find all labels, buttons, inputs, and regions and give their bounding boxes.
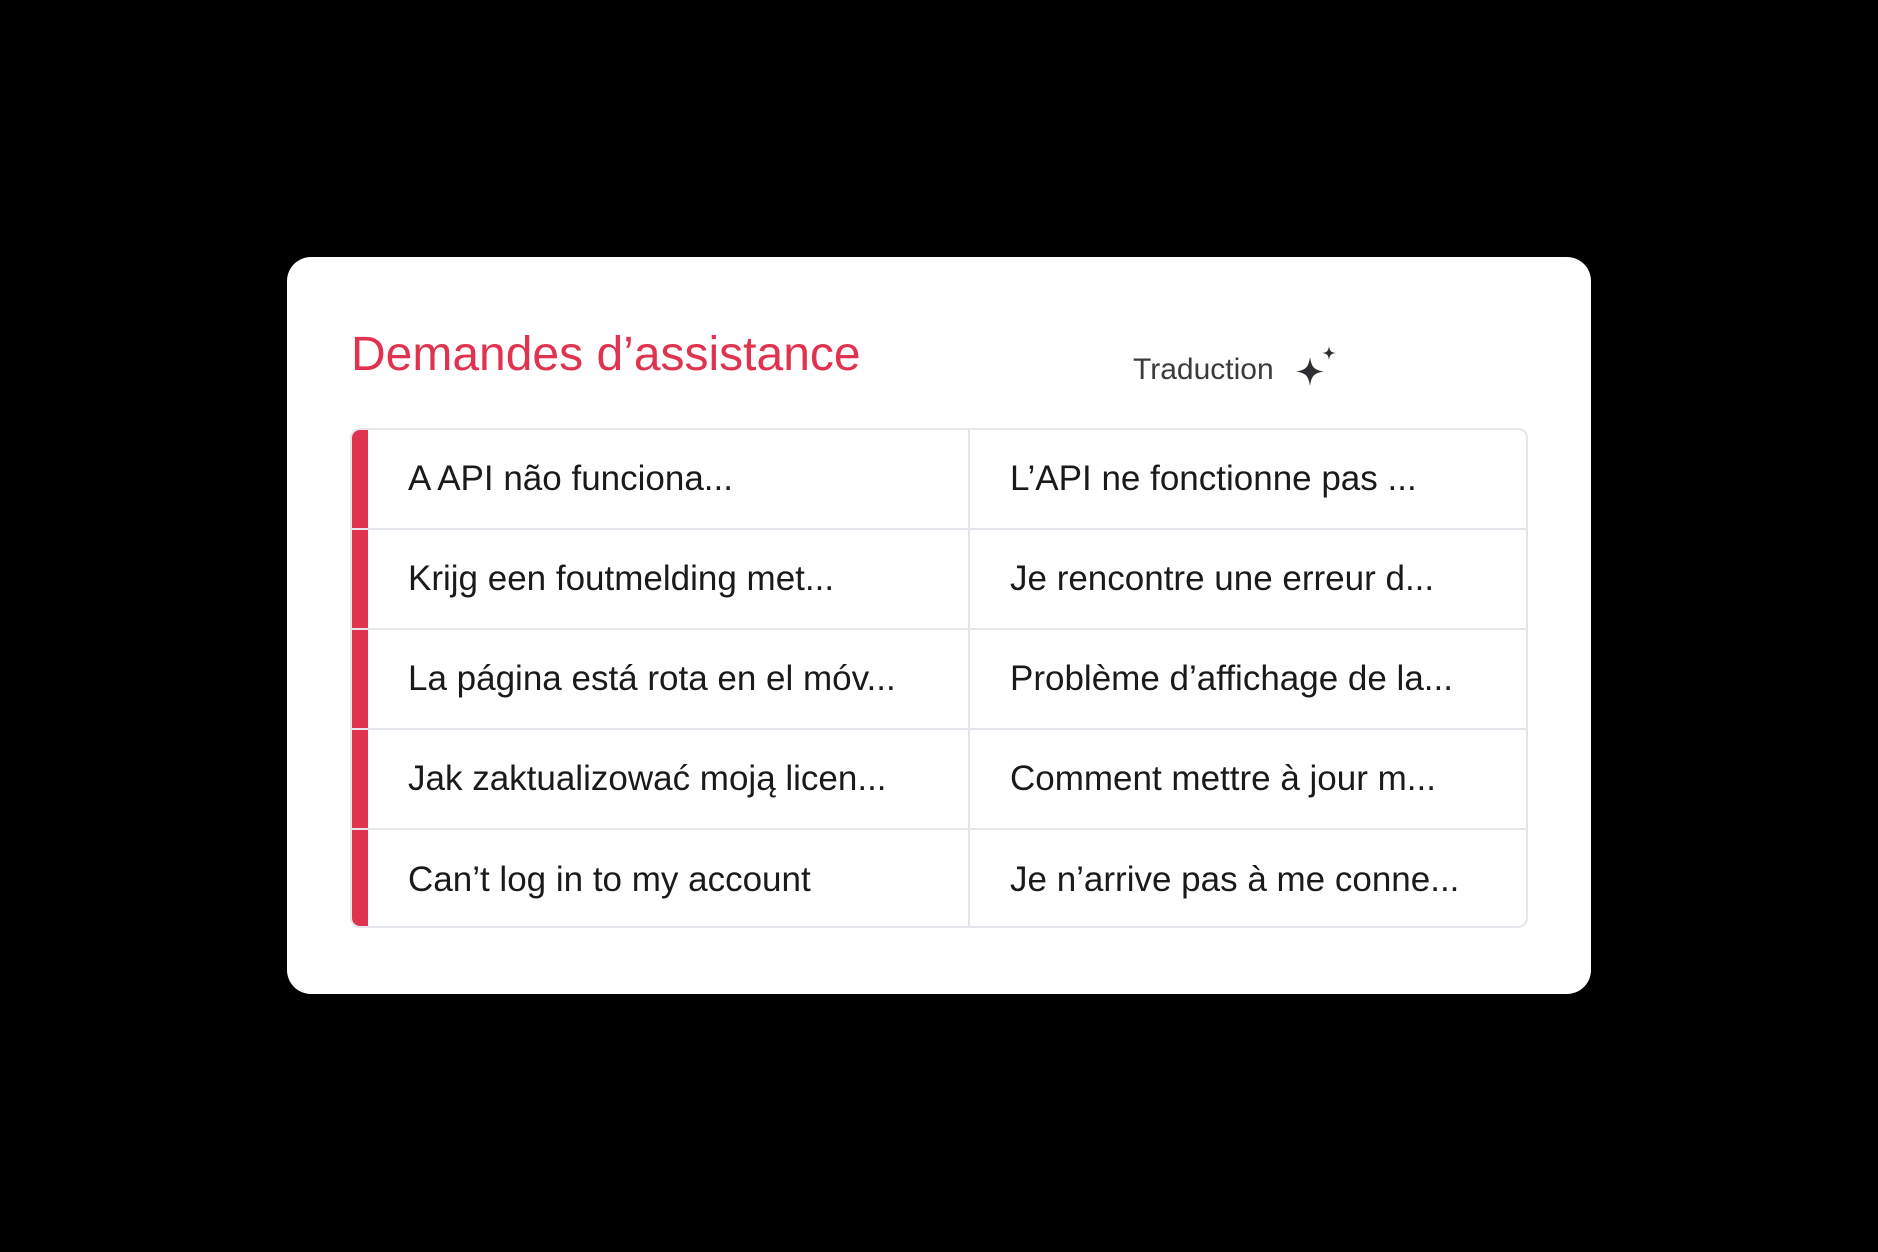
original-text-cell: Can’t log in to my account (368, 830, 970, 928)
original-text-cell: La página está rota en el móv... (368, 630, 970, 728)
ticket-row[interactable] (352, 830, 1526, 928)
ticket-row[interactable] (352, 630, 1526, 730)
translated-text-cell: Problème d’affichage de la... (1010, 659, 1453, 698)
translation-label: Traduction (1133, 353, 1274, 386)
original-text-cell: A API não funciona... (368, 430, 970, 528)
sparkle-icon (1288, 343, 1342, 397)
tickets-table (350, 428, 1528, 928)
row-accent-bar (352, 630, 368, 728)
translation-header[interactable] (1133, 343, 1342, 397)
row-accent-bar (352, 530, 368, 628)
translated-text-cell: Je n’arrive pas à me conne... (1010, 860, 1460, 899)
original-text-cell: Jak zaktualizować moją licen... (368, 730, 970, 828)
ticket-row[interactable] (352, 730, 1526, 830)
original-text-cell: Krijg een foutmelding met... (368, 530, 970, 628)
translated-text-cell: Comment mettre à jour m... (1010, 759, 1436, 798)
row-accent-bar (352, 430, 368, 528)
translated-text-cell: Je rencontre une erreur d... (1010, 559, 1435, 598)
ticket-row[interactable] (352, 430, 1526, 530)
card-title: Demandes d’assistance (351, 328, 861, 381)
translated-text-cell: L’API ne fonctionne pas ... (1010, 459, 1417, 498)
row-accent-bar (352, 730, 368, 828)
support-requests-card (287, 257, 1591, 994)
ticket-row[interactable] (352, 530, 1526, 630)
row-accent-bar (352, 830, 368, 928)
